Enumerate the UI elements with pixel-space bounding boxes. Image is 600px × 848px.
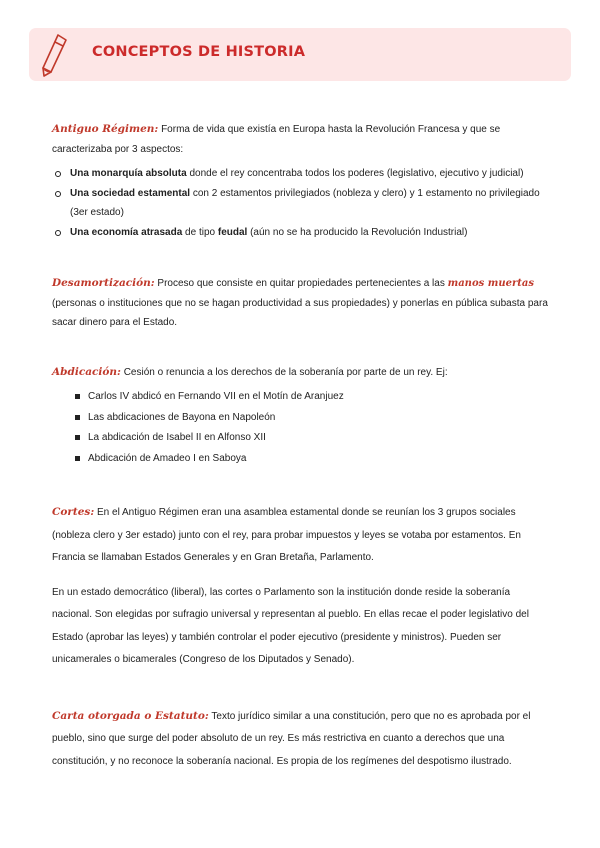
definition-antiguo-regimen — [52, 120, 552, 159]
definition-text: Texto jurídico similar a una constitución, pero que no es aprobada por el pueblo, sino que surge del poder absoluto de un rey. Es más restrictiva en cuanto a derechos que una constitución, y no reconoce la soberanía nacional. Es propia de los regímenes del despotismo ilustrado. — [52, 710, 531, 767]
definition-text-cont: (personas o instituciones que no se hagan productividad a sus propiedades) y ponerlas en pública subasta para sacar dinero para el Estado. — [52, 297, 548, 328]
list-item: Las abdicaciones de Bayona en Napoleón — [52, 408, 552, 428]
definition-cortes — [52, 501, 552, 570]
definition-cortes-continued: En un estado democrático (liberal), las cortes o Parlamento son la institución donde reside la soberanía nacional. Son elegidas por sufragio universal y representan al pueblo. En ellas recae el poder legislativo del Estado (aprobar las leyes) y también controlar el poder ejecutivo (presidente y ministros). Pueden ser unicamerales o bicamerales (Congreso de los Diputados y Senado). — [52, 586, 529, 665]
list-item: Una economía atrasada de tipo feudal (aún no se ha producido la Revolución Industrial) — [52, 223, 552, 243]
definition-text: En el Antiguo Régimen eran una asamblea estamental donde se reunían los 3 grupos sociales (nobleza clero y 3er estado) junto con el rey, para probar impuestos y leyes se votaba por estamentos. En Francia se llamaban Estados Generales y en Gran Bretaña, Parlamento. — [52, 507, 521, 563]
definition-abdicacion — [52, 363, 552, 383]
list-item: Una sociedad estamental con 2 estamentos privilegiados (nobleza y clero) y 1 estamento no privilegiado (3er estado) — [52, 184, 552, 223]
definition-text: Proceso que consiste en quitar propiedades pertenecientes a las — [154, 278, 448, 289]
definition-text: Forma de vida que existía en Europa hasta la Revolución Francesa y que se caracterizaba por 3 aspectos: — [52, 124, 501, 155]
list-item: Carlos IV abdicó en Fernando VII en el Motín de Aranjuez — [52, 387, 552, 407]
definition-carta-otorgada — [52, 705, 552, 774]
term-label: Desamortización: — [52, 277, 155, 289]
definition-text: Cesión o renuncia a los derechos de la soberanía por parte de un rey. Ej: — [120, 366, 448, 378]
header-banner — [29, 28, 571, 81]
document-body — [52, 120, 552, 773]
abdications-list — [52, 387, 552, 468]
page-title: CONCEPTOS DE HISTORIA — [92, 44, 306, 60]
list-item: Una monarquía absoluta donde el rey concentraba todos los poderes (legislativo, ejecutivo y judicial) — [52, 164, 552, 184]
term-label: Cortes: — [52, 506, 95, 518]
term-label: Abdicación: — [52, 365, 121, 378]
definition-desamortizacion — [52, 274, 552, 333]
list-item: La abdicación de Isabel II en Alfonso XII — [52, 428, 552, 448]
list-item: Abdicación de Amadeo I en Saboya — [52, 449, 552, 469]
term-label: Antiguo Régimen: — [52, 123, 159, 135]
pencil-icon — [38, 32, 70, 80]
highlight-text: manos muertas — [447, 278, 534, 289]
term-label: Carta otorgada o Estatuto: — [52, 709, 209, 722]
aspects-list — [52, 164, 552, 242]
